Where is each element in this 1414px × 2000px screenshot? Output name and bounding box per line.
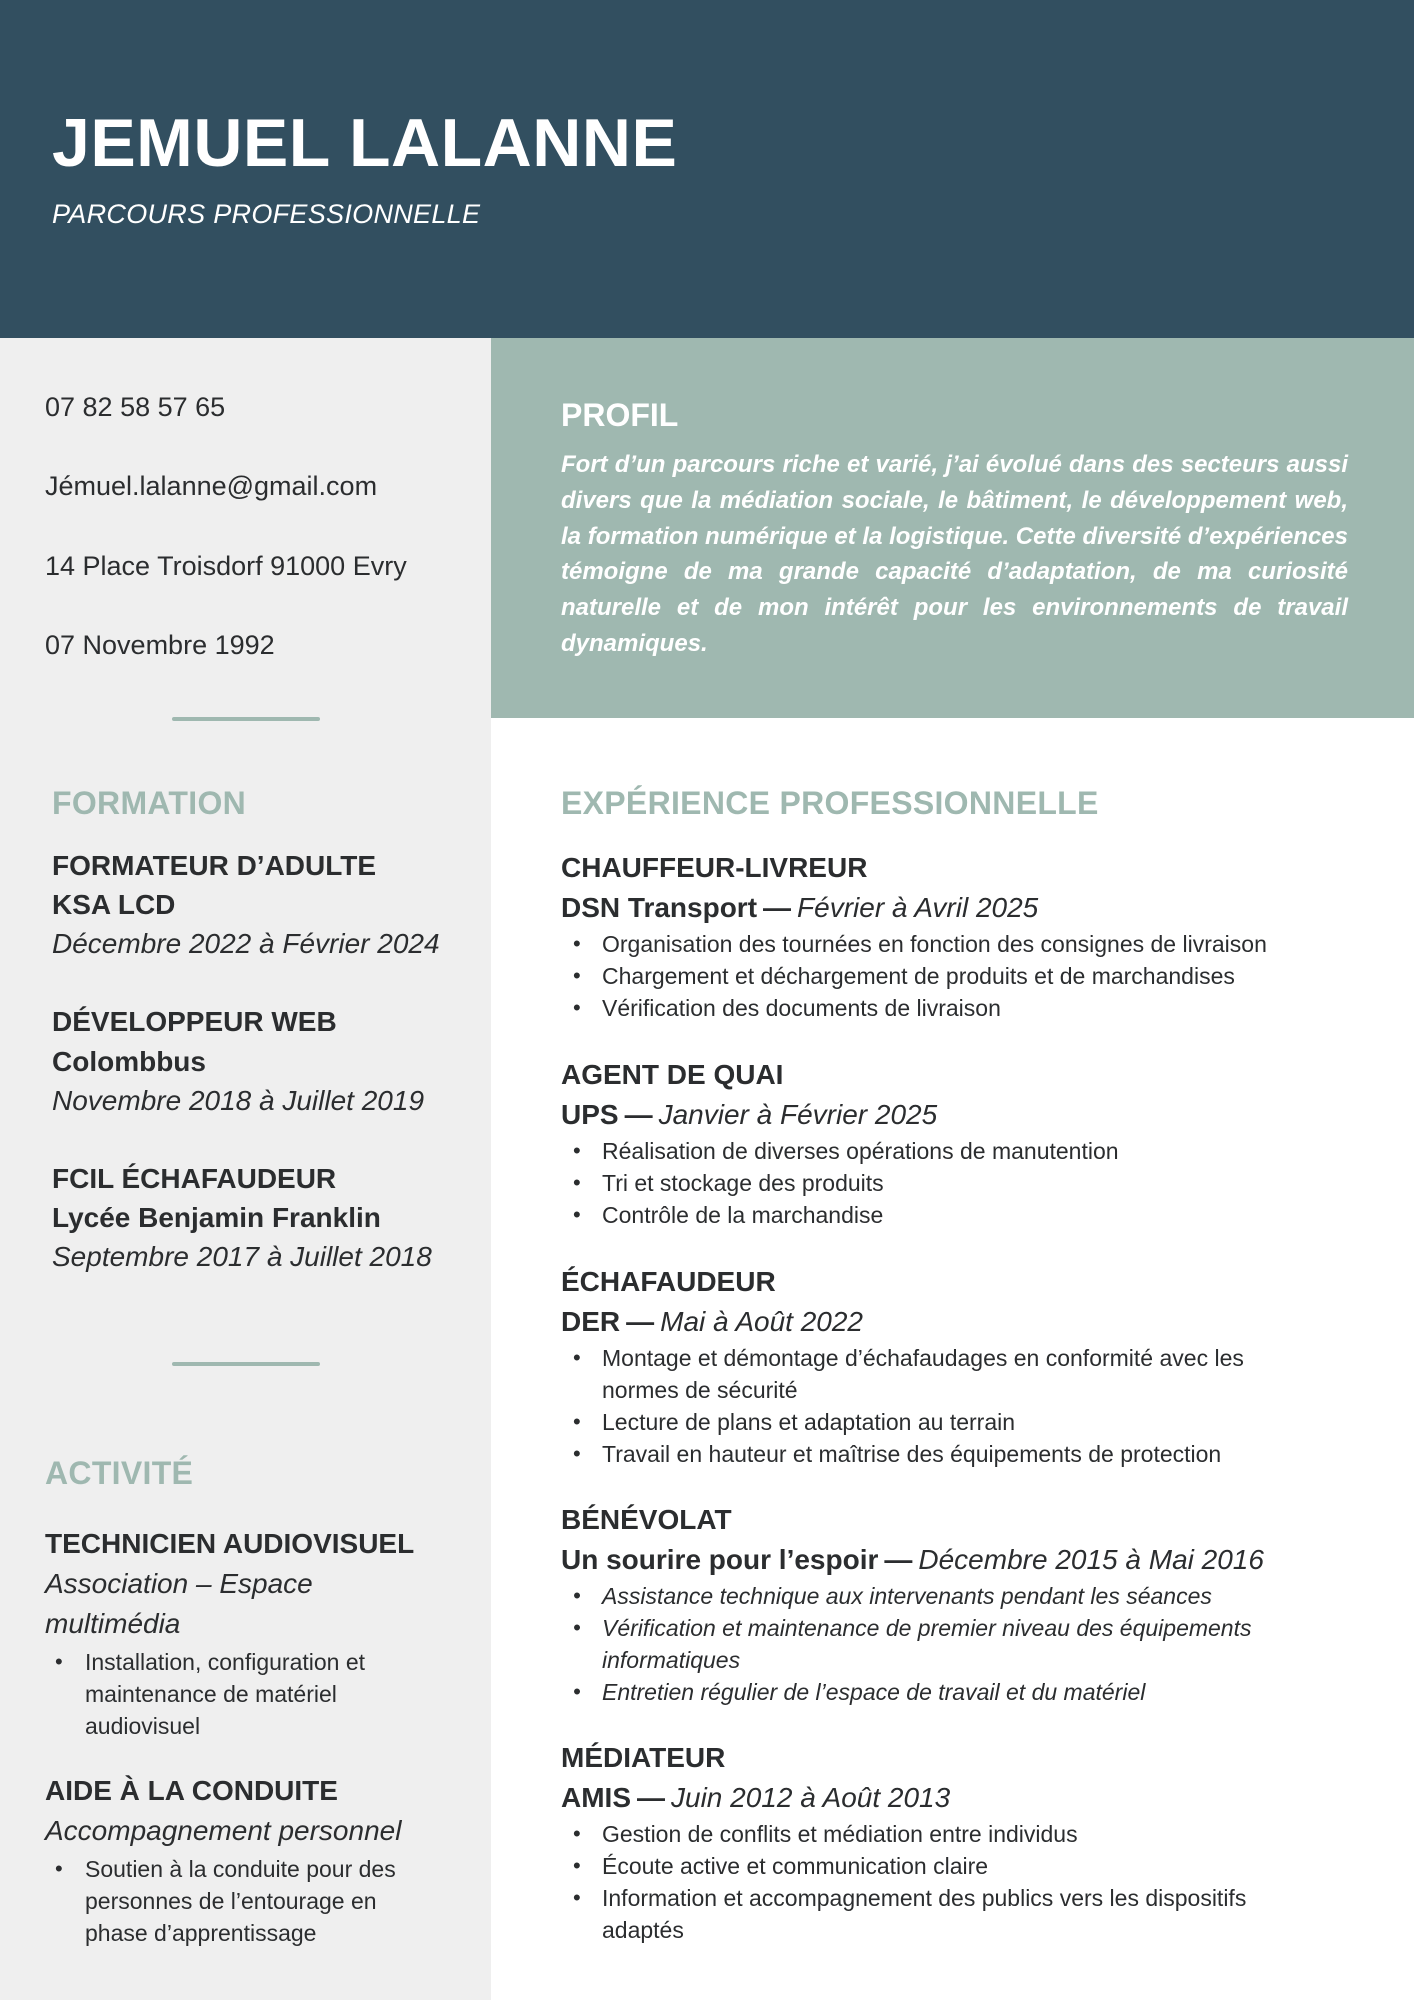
sidebar-divider [172,1362,320,1366]
activite-heading: ACTIVITÉ [45,1455,194,1491]
bullet-item: • Chargement et déchargement de produits et de marchandises [561,960,1361,992]
formation-title: FCIL ÉCHAFAUDEUR [52,1163,337,1194]
document-subtitle: PARCOURS PROFESSIONNELLE [52,199,481,229]
job-meta [561,1540,1361,1580]
job-company: DER [561,1306,621,1337]
activite-item [45,1771,445,1949]
experience-item [561,1500,1361,1708]
activite-title: AIDE À LA CONDUITE [45,1775,338,1806]
formation-title: FORMATEUR D’ADULTE [52,850,377,881]
formation-date: Septembre 2017 à Juillet 2018 [52,1241,432,1272]
job-company: Un sourire pour l’espoir [561,1544,879,1575]
separator-dash: — [763,892,792,923]
bullet-item: • Écoute active et communication claire [561,1850,1321,1882]
job-bullets [561,1818,1321,1946]
bullet-item: • Installation, configuration et maintenance de matériel audiovisuel [45,1646,445,1742]
contact-phone: 07 82 58 57 65 [45,392,226,422]
experience-item [561,1262,1361,1470]
job-bullets [561,1342,1321,1470]
job-bullets [561,928,1361,1024]
sidebar-divider [172,717,320,721]
activite-bullets [45,1646,445,1742]
bullet-item: • Travail en hauteur et maîtrise des équipements de protection [561,1438,1321,1470]
bullet-item: • Lecture de plans et adaptation au terrain [561,1406,1321,1438]
job-meta [561,1095,1361,1135]
contact-birthdate: 07 Novembre 1992 [45,630,275,660]
formation-school: KSA LCD [52,889,176,920]
job-bullets [561,1580,1321,1708]
job-title: MÉDIATEUR [561,1742,726,1773]
job-title: CHAUFFEUR-LIVREUR [561,852,868,883]
separator-dash: — [884,1544,913,1575]
job-date: Mai à Août 2022 [660,1306,864,1337]
profile-summary: Fort d’un parcours riche et varié, j’ai évolué dans des secteurs aussi divers que la médiation sociale, le bâtiment, le développement web, la formation numérique et la logistique. Cette diversité d’expériences témoigne de ma grande capacité d’adaptation, de ma curiosité naturelle et de mon intérêt pour les environnements de travail dynamiques. [561,451,1348,657]
contact-address: 14 Place Troisdorf 91000 Evry [45,551,407,581]
formation-heading: FORMATION [52,785,247,821]
formation-date: Novembre 2018 à Juillet 2019 [52,1085,425,1116]
experience-heading: EXPÉRIENCE PROFESSIONNELLE [561,785,1099,821]
contact-email: Jémuel.lalanne@gmail.com [45,471,378,501]
job-date: Janvier à Février 2025 [658,1099,938,1130]
separator-dash: — [626,1306,655,1337]
separator-dash: — [624,1099,653,1130]
bullet-item: • Gestion de conflits et médiation entre individus [561,1818,1321,1850]
bullet-item: • Contrôle de la marchandise [561,1199,1361,1231]
formation-school: Lycée Benjamin Franklin [52,1202,381,1233]
formation-school: Colombbus [52,1046,206,1077]
experience-item [561,848,1361,1024]
profile-heading: PROFIL [561,397,679,433]
job-bullets [561,1135,1361,1231]
job-meta [561,1302,1361,1342]
bullet-item: • Assistance technique aux intervenants pendant les séances [561,1580,1321,1612]
activite-bullets [45,1853,445,1949]
bullet-item: • Information et accompagnement des publics vers les dispositifs adaptés [561,1882,1321,1946]
activite-org: Association – Espace multimédia [45,1568,313,1639]
separator-dash: — [637,1782,665,1813]
job-date: Décembre 2015 à Mai 2016 [918,1544,1264,1575]
bullet-item: • Organisation des tournées en fonction des consignes de livraison [561,928,1361,960]
job-title: BÉNÉVOLAT [561,1504,732,1535]
job-date: Février à Avril 2025 [797,892,1039,923]
job-company: AMIS [561,1782,631,1813]
activite-title: TECHNICIEN AUDIOVISUEL [45,1528,415,1559]
bullet-item: • Vérification des documents de livraison [561,992,1361,1024]
bullet-item: • Tri et stockage des produits [561,1167,1361,1199]
job-meta [561,1778,1361,1818]
bullet-item: • Soutien à la conduite pour des personnes de l’entourage en phase d’apprentissage [45,1853,445,1949]
bullet-item: • Montage et démontage d’échafaudages en conformité avec les normes de sécurité [561,1342,1321,1406]
activite-item [45,1524,445,1742]
formation-title: DÉVELOPPEUR WEB [52,1006,337,1037]
bullet-item: • Réalisation de diverses opérations de manutention [561,1135,1361,1167]
bullet-item: • Entretien régulier de l’espace de travail et du matériel [561,1676,1321,1708]
header-banner [0,0,1414,338]
job-date: Juin 2012 à Août 2013 [671,1782,951,1813]
formation-date: Décembre 2022 à Février 2024 [52,928,440,959]
experience-item [561,1055,1361,1231]
activite-org: Accompagnement personnel [45,1815,402,1846]
experience-item [561,1738,1361,1946]
job-meta [561,888,1361,928]
job-company: UPS [561,1099,619,1130]
job-title: AGENT DE QUAI [561,1059,784,1090]
job-company: DSN Transport [561,892,758,923]
job-title: ÉCHAFAUDEUR [561,1266,776,1297]
bullet-item: • Vérification et maintenance de premier niveau des équipements informatiques [561,1612,1321,1676]
person-name: JEMUEL LALANNE [52,105,678,181]
